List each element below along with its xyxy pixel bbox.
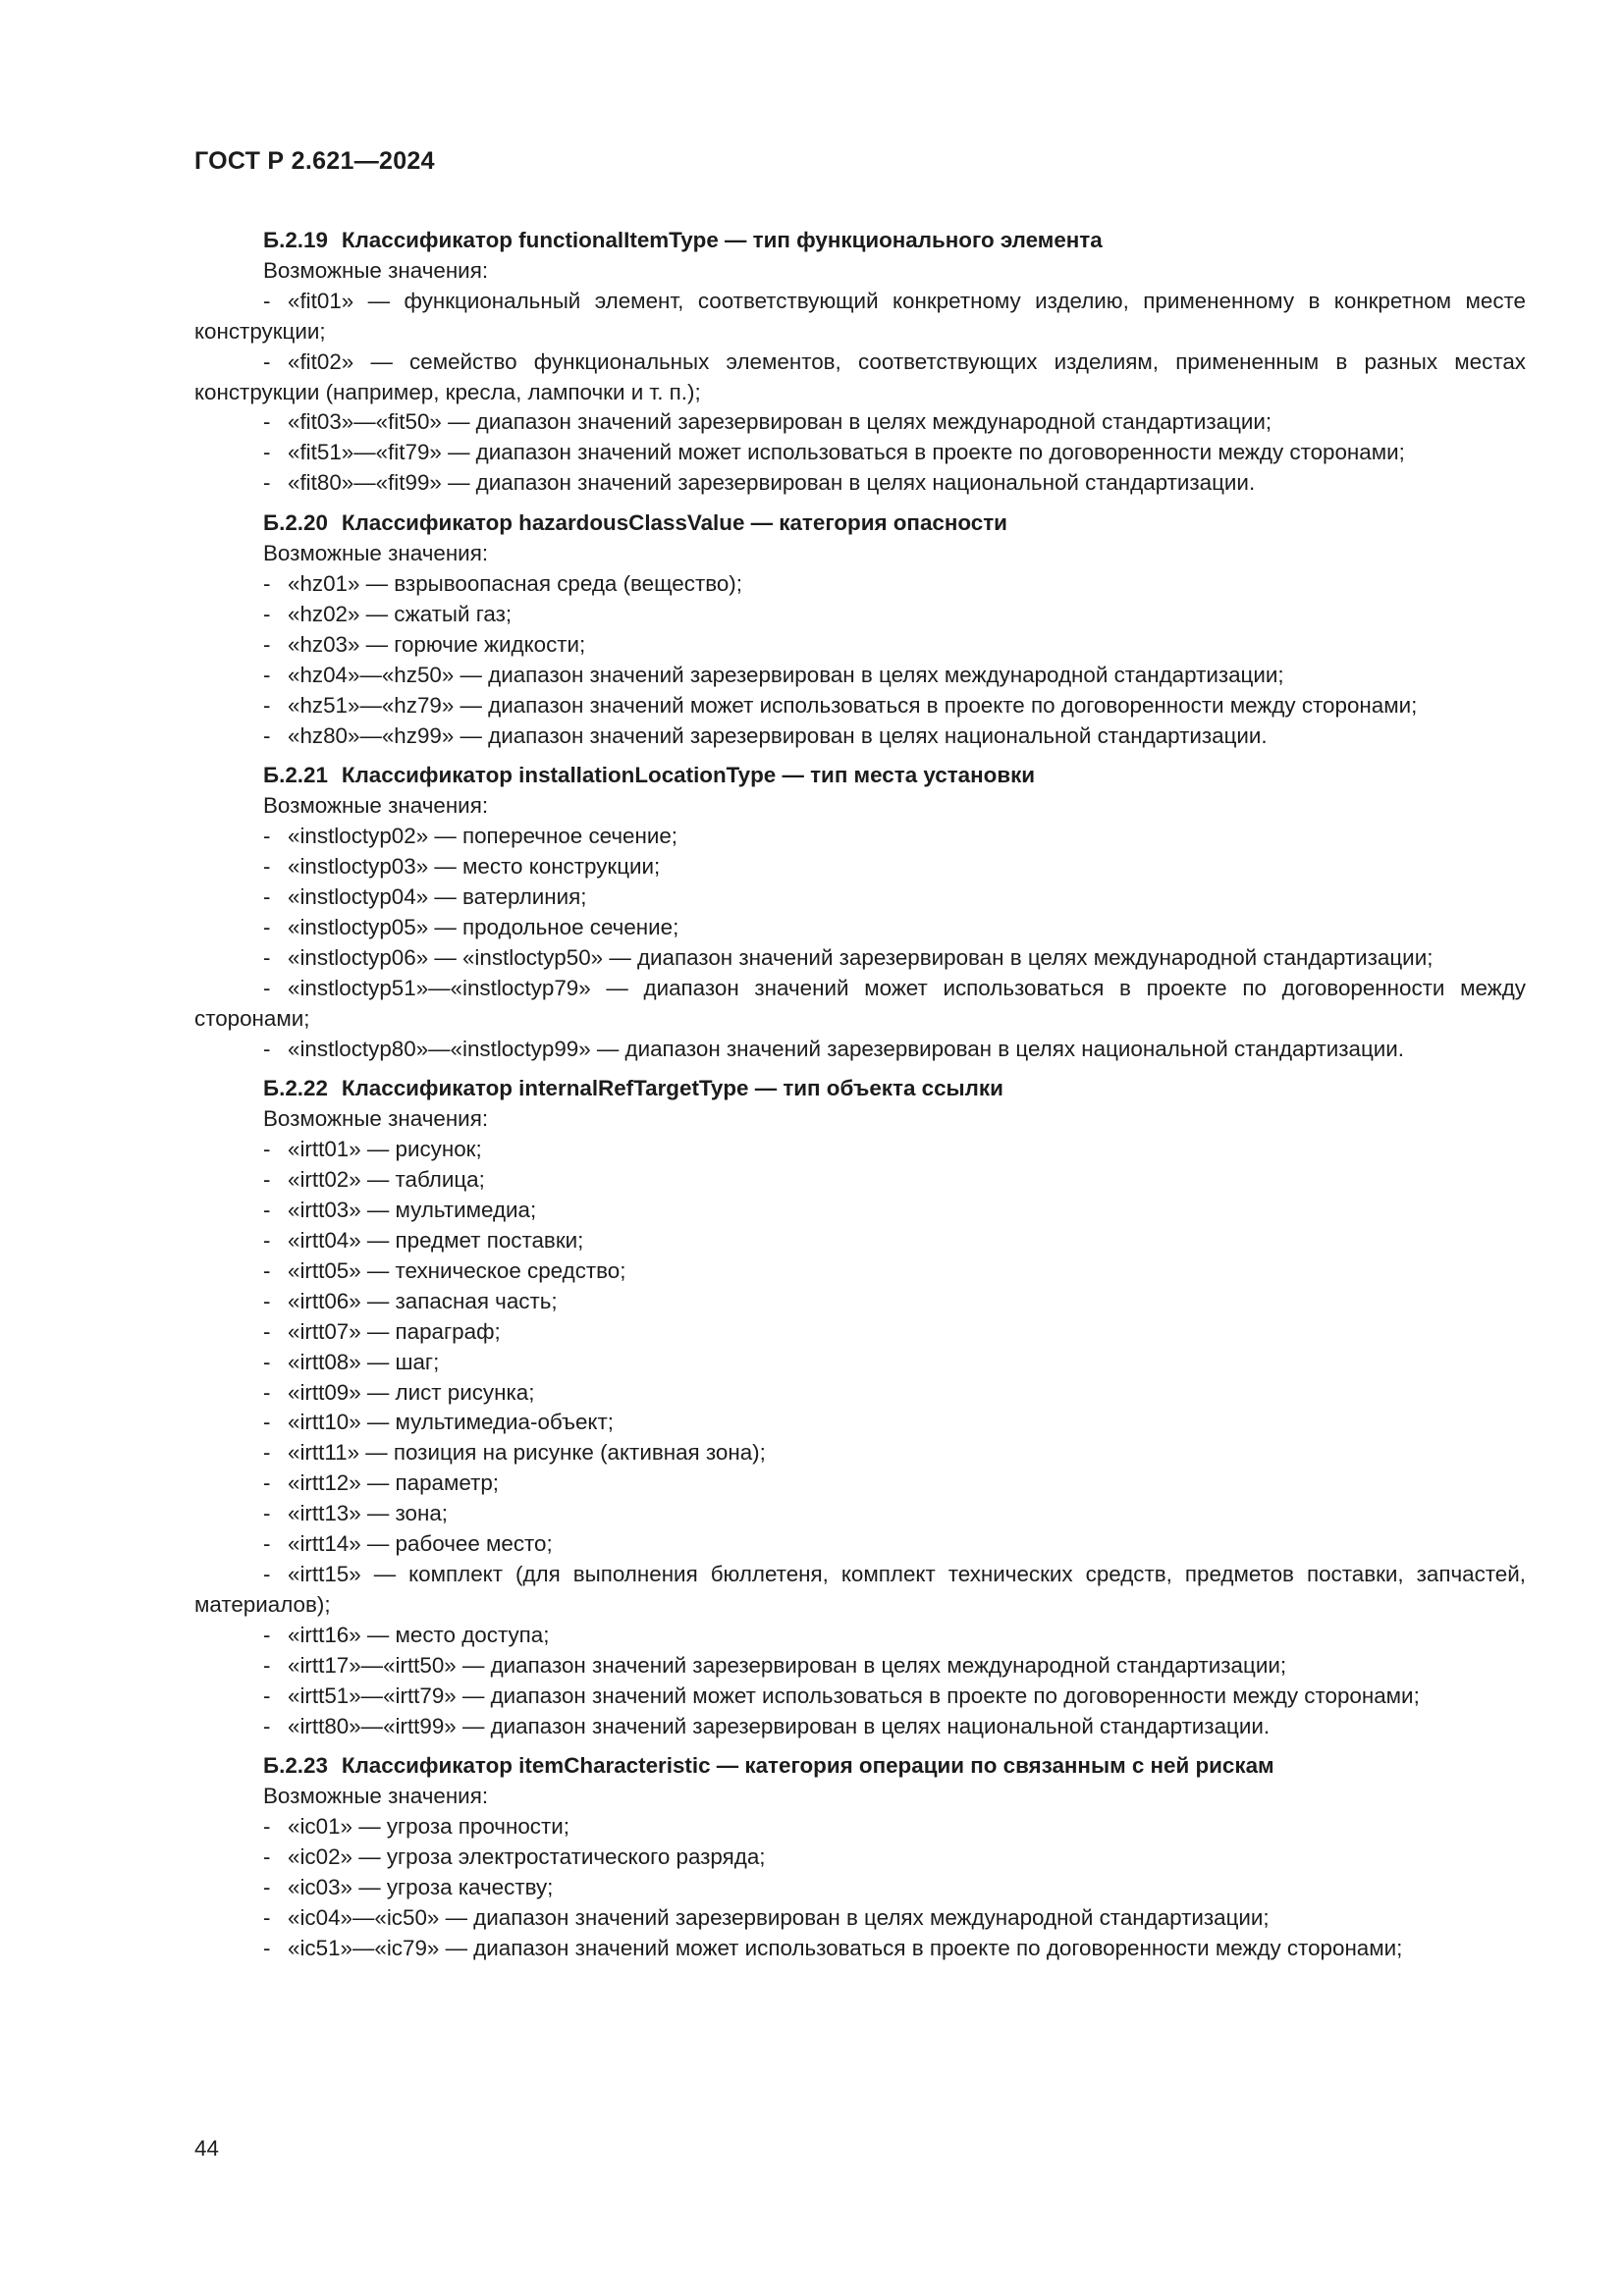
list-item bbox=[194, 468, 1526, 499]
section-number: Б.2.23 bbox=[263, 1753, 328, 1779]
list-item-text: «fit51»—«fit79» — диапазон значений может использоваться в проекте по договоренности между сторонами; bbox=[288, 440, 1405, 465]
section-title-text: Классификатор itemCharacteristic — категория операции по связанным с ней рискам bbox=[341, 1753, 1274, 1779]
list-item bbox=[194, 1682, 1526, 1712]
document-header: ГОСТ Р 2.621—2024 bbox=[194, 147, 435, 175]
list-item bbox=[194, 943, 1526, 974]
list-item-text: «irtt11» — позиция на рисунке (активная зона); bbox=[288, 1440, 766, 1466]
list-item-text: «hz80»—«hz99» — диапазон значений зарезервирован в целях национальной стандартизации. bbox=[288, 722, 1268, 748]
list-item-text: «irtt08» — шаг; bbox=[288, 1349, 440, 1374]
list-item bbox=[194, 630, 1526, 661]
list-bullet: - bbox=[263, 440, 271, 465]
list-item bbox=[194, 1499, 1526, 1529]
list-item-text: «ic04»—«ic50» — диапазон значений зарезервирован в целях международной стандартизации; bbox=[288, 1904, 1270, 1930]
list-item-text: «instloctyp80»—«instloctyp99» — диапазон значений зарезервирован в целях национальной стандартизации. bbox=[288, 1036, 1405, 1061]
list-item-text: «fit03»—«fit50» — диапазон значений зарезервирован в целях международной стандартизации; bbox=[288, 409, 1272, 435]
list-item-text: «hz51»—«hz79» — диапазон значений может использоваться в проекте по договоренности между сторонами; bbox=[288, 692, 1418, 718]
list-item-text: «irtt16» — место доступа; bbox=[288, 1622, 550, 1647]
list-bullet: - bbox=[263, 1622, 271, 1647]
page-number: 44 bbox=[194, 2136, 219, 2161]
section bbox=[194, 1751, 1526, 1963]
list-bullet: - bbox=[263, 692, 271, 718]
list-bullet: - bbox=[263, 1257, 271, 1283]
list-bullet: - bbox=[263, 1682, 271, 1708]
list-item-text: «irtt15» — комплект (для выполнения бюллетеня, комплект технических средств, предметов поставки, запчастей, материалов); bbox=[194, 1561, 1526, 1617]
section-intro: Возможные значения: bbox=[263, 1784, 489, 1809]
list-bullet: - bbox=[263, 1379, 271, 1405]
list-bullet: - bbox=[263, 1198, 271, 1223]
list-item bbox=[194, 1712, 1526, 1742]
list-bullet: - bbox=[263, 1318, 271, 1344]
list-item bbox=[194, 1812, 1526, 1842]
list-item-text: «hz02» — сжатый газ; bbox=[288, 601, 513, 626]
list-bullet: - bbox=[263, 1561, 271, 1586]
list-item bbox=[194, 1035, 1526, 1065]
section-title bbox=[194, 1751, 1526, 1782]
list-item-text: «ic01» — угроза прочности; bbox=[288, 1814, 569, 1840]
section-title bbox=[194, 761, 1526, 791]
list-item-text: «irtt07» — параграф; bbox=[288, 1318, 501, 1344]
document-body bbox=[194, 226, 1526, 1974]
list-bullet: - bbox=[263, 1036, 271, 1061]
list-item-text: «hz03» — горючие жидкости; bbox=[288, 631, 586, 657]
list-item-text: «hz01» — взрывоопасная среда (вещество); bbox=[288, 570, 742, 596]
list-bullet: - bbox=[263, 1470, 271, 1496]
list-item-text: «irtt13» — зона; bbox=[288, 1501, 449, 1526]
section-number: Б.2.20 bbox=[263, 510, 328, 536]
list-bullet: - bbox=[263, 975, 271, 1000]
list-bullet: - bbox=[263, 1875, 271, 1900]
list-item bbox=[194, 1226, 1526, 1256]
list-bullet: - bbox=[263, 1904, 271, 1930]
list-bullet: - bbox=[263, 288, 271, 313]
list-bullet: - bbox=[263, 570, 271, 596]
list-item-text: «fit01» — функциональный элемент, соответствующий конкретному изделию, примененному в конкретном месте конструкции; bbox=[194, 288, 1526, 344]
list-item bbox=[194, 1842, 1526, 1873]
list-item bbox=[194, 721, 1526, 752]
list-bullet: - bbox=[263, 1531, 271, 1557]
section-intro: Возможные значения: bbox=[263, 257, 489, 283]
section-intro: Возможные значения: bbox=[263, 793, 489, 819]
list-item bbox=[194, 974, 1526, 1035]
list-item bbox=[194, 407, 1526, 438]
list-item-text: «instloctyp06» — «instloctyp50» — диапазон значений зарезервирован в целях международной стандартизации; bbox=[288, 944, 1434, 970]
list-item-text: «irtt03» — мультимедиа; bbox=[288, 1198, 537, 1223]
list-item-text: «irtt04» — предмет поставки; bbox=[288, 1228, 584, 1253]
list-bullet: - bbox=[263, 1228, 271, 1253]
list-bullet: - bbox=[263, 470, 271, 496]
list-item-text: «irtt01» — рисунок; bbox=[288, 1137, 482, 1162]
section-number: Б.2.22 bbox=[263, 1076, 328, 1101]
section-title bbox=[194, 508, 1526, 539]
list-item bbox=[194, 1873, 1526, 1903]
list-item bbox=[194, 1317, 1526, 1348]
list-bullet: - bbox=[263, 884, 271, 910]
section-intro: Возможные значения: bbox=[263, 1106, 489, 1132]
list-item-text: «irtt80»—«irtt99» — диапазон значений зарезервирован в целях национальной стандартизации. bbox=[288, 1713, 1271, 1738]
list-item-text: «irtt10» — мультимедиа-объект; bbox=[288, 1410, 614, 1435]
section-number: Б.2.19 bbox=[263, 228, 328, 252]
list-item-text: «irtt09» — лист рисунка; bbox=[288, 1379, 535, 1405]
list-item bbox=[194, 1378, 1526, 1409]
list-bullet: - bbox=[263, 824, 271, 849]
list-item bbox=[194, 1348, 1526, 1378]
list-item-text: «irtt51»—«irtt79» — диапазон значений может использоваться в проекте по договоренности между сторонами; bbox=[288, 1682, 1420, 1708]
section bbox=[194, 1074, 1526, 1741]
list-item-text: «irtt06» — запасная часть; bbox=[288, 1288, 558, 1313]
list-item bbox=[194, 882, 1526, 913]
list-bullet: - bbox=[263, 944, 271, 970]
list-bullet: - bbox=[263, 1288, 271, 1313]
list-bullet: - bbox=[263, 1410, 271, 1435]
section-title-text: Классификатор hazardousClassValue — категория опасности bbox=[341, 510, 1007, 536]
list-bullet: - bbox=[263, 631, 271, 657]
section-title bbox=[194, 226, 1526, 256]
list-item bbox=[194, 822, 1526, 852]
list-bullet: - bbox=[263, 1652, 271, 1678]
list-bullet: - bbox=[263, 601, 271, 626]
section-title-text: Классификатор internalRefTargetType — тип объекта ссылки bbox=[341, 1076, 1003, 1101]
list-item bbox=[194, 1408, 1526, 1438]
list-bullet: - bbox=[263, 1167, 271, 1193]
section-title bbox=[194, 1074, 1526, 1104]
list-item bbox=[194, 1256, 1526, 1287]
list-bullet: - bbox=[263, 1501, 271, 1526]
list-item-text: «irtt17»—«irtt50» — диапазон значений зарезервирован в целях международной стандартизации; bbox=[288, 1652, 1287, 1678]
list-item bbox=[194, 1468, 1526, 1499]
list-bullet: - bbox=[263, 348, 271, 374]
list-item bbox=[194, 1651, 1526, 1682]
list-item-text: «irtt02» — таблица; bbox=[288, 1167, 485, 1193]
section bbox=[194, 226, 1526, 499]
list-item-text: «irtt12» — параметр; bbox=[288, 1470, 500, 1496]
list-bullet: - bbox=[263, 662, 271, 687]
list-bullet: - bbox=[263, 854, 271, 880]
list-bullet: - bbox=[263, 1440, 271, 1466]
list-item bbox=[194, 661, 1526, 691]
list-item bbox=[194, 1165, 1526, 1196]
section bbox=[194, 761, 1526, 1064]
list-item-text: «hz04»—«hz50» — диапазон значений зарезервирован в целях международной стандартизации; bbox=[288, 662, 1284, 687]
list-item bbox=[194, 1621, 1526, 1651]
list-item-text: «instloctyp05» — продольное сечение; bbox=[288, 914, 679, 939]
list-item-text: «instloctyp04» — ватерлиния; bbox=[288, 884, 587, 910]
section-title-text: Классификатор functionalItemType — тип функционального элемента bbox=[341, 228, 1103, 252]
list-item bbox=[194, 600, 1526, 630]
list-bullet: - bbox=[263, 914, 271, 939]
list-item bbox=[194, 1529, 1526, 1560]
list-item bbox=[194, 913, 1526, 943]
list-item bbox=[194, 347, 1526, 408]
list-item bbox=[194, 1903, 1526, 1934]
list-item bbox=[194, 438, 1526, 468]
list-item bbox=[194, 569, 1526, 600]
list-item bbox=[194, 691, 1526, 721]
list-item-text: «instloctyp02» — поперечное сечение; bbox=[288, 824, 678, 849]
list-item bbox=[194, 1560, 1526, 1621]
list-item bbox=[194, 1287, 1526, 1317]
list-item-text: «ic02» — угроза электростатического разряда; bbox=[288, 1844, 766, 1870]
list-item-text: «instloctyp51»—«instloctyp79» — диапазон значений может использоваться в проекте по договоренности между сторонами; bbox=[194, 975, 1526, 1031]
list-bullet: - bbox=[263, 1137, 271, 1162]
section-intro: Возможные значения: bbox=[263, 541, 489, 566]
section bbox=[194, 508, 1526, 751]
list-item bbox=[194, 852, 1526, 882]
list-bullet: - bbox=[263, 1814, 271, 1840]
list-bullet: - bbox=[263, 722, 271, 748]
list-bullet: - bbox=[263, 1713, 271, 1738]
list-item bbox=[194, 287, 1526, 347]
list-item bbox=[194, 1934, 1526, 1964]
list-item-text: «fit80»—«fit99» — диапазон значений зарезервирован в целях национальной стандартизации. bbox=[288, 470, 1256, 496]
list-item-text: «ic03» — угроза качеству; bbox=[288, 1875, 554, 1900]
list-item-text: «irtt05» — техническое средство; bbox=[288, 1257, 626, 1283]
list-item bbox=[194, 1196, 1526, 1226]
list-item-text: «instloctyp03» — место конструкции; bbox=[288, 854, 661, 880]
list-item-text: «irtt14» — рабочее место; bbox=[288, 1531, 553, 1557]
list-item-text: «ic51»—«ic79» — диапазон значений может использоваться в проекте по договоренности между сторонами; bbox=[288, 1935, 1403, 1960]
list-item-text: «fit02» — семейство функциональных элементов, соответствующих изделиям, примененным в разных местах конструкции (например, кресла, лампочки и т. п.); bbox=[194, 348, 1526, 404]
list-item bbox=[194, 1135, 1526, 1165]
list-item bbox=[194, 1438, 1526, 1468]
list-bullet: - bbox=[263, 409, 271, 435]
list-bullet: - bbox=[263, 1844, 271, 1870]
list-bullet: - bbox=[263, 1349, 271, 1374]
section-title-text: Классификатор installationLocationType — тип места установки bbox=[341, 763, 1036, 788]
list-bullet: - bbox=[263, 1935, 271, 1960]
section-number: Б.2.21 bbox=[263, 763, 328, 788]
